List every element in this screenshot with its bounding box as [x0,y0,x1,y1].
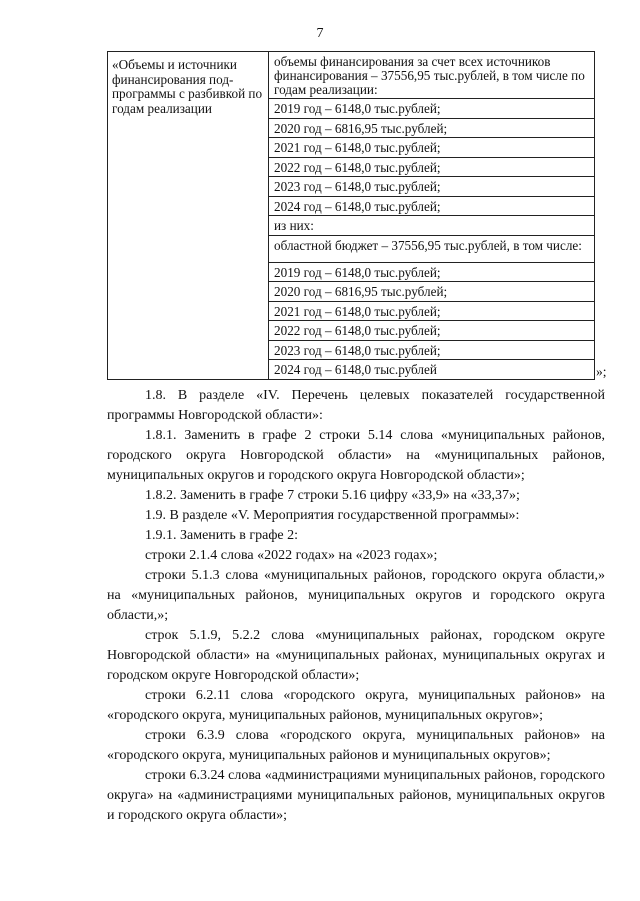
table-row: 2020 год – 6816,95 тыс.рублей; [269,119,594,139]
table-values-column [269,52,594,379]
table-row: из них: [269,216,594,236]
table-closing-quote: »; [596,364,607,379]
table-label-cell: «Объемы и источники финансирования под-программы с разбивкой по годам реализации [108,52,269,379]
table-row: 2024 год – 6148,0 тыс.рублей [274,362,437,378]
table-row: 2024 год – 6148,0 тыс.рублей; [269,197,594,217]
table-row: 2019 год – 6148,0 тыс.рублей; [269,263,594,283]
page-number: 7 [316,26,324,41]
table-row: областной бюджет – 37556,95 тыс.рублей, в том числе: [269,236,594,263]
paragraph-row-2-1-4: строки 2.1.4 слова «2022 годах» на «2023 годах»; [145,548,438,563]
amendments-body [107,386,605,826]
paragraph-1-8-1: 1.8.1. Заменить в графе 2 строки 5.14 слова «муниципальных районов, городского округа Новгородской области» на «муниципальных районов, муниципальных округов и городского округа Новгородской области»; [107,428,605,483]
table-row: 2021 год – 6148,0 тыс.рублей; [269,302,594,322]
table-row: 2022 год – 6148,0 тыс.рублей; [269,158,594,178]
paragraph-row-6-3-24: строки 6.3.24 слова «администрациями муниципальных районов, городского округа» на «администрациями муниципальных районов, муниципальных округов и городского округа области»; [107,768,605,823]
financing-table [107,51,595,380]
table-row: 2021 год – 6148,0 тыс.рублей; [269,138,594,158]
paragraph-rows-5-1-9: строк 5.1.9, 5.2.2 слова «муниципальных районах, городском округе Новгородской области» на «муниципальных районах, муниципальных округах и городском округе Новгородской области»; [107,628,605,683]
paragraph-row-6-3-9: строки 6.3.9 слова «городского округа, муниципальных районов» на «городского округа, муниципальных районов и муниципальных округов»; [107,728,605,763]
table-row: 2023 год – 6148,0 тыс.рублей; [269,341,594,361]
paragraph-1-9: 1.9. В разделе «V. Мероприятия государственной программы»: [145,508,520,523]
paragraph-1-8: 1.8. В разделе «IV. Перечень целевых показателей государственной программы Новгородской области»: [107,388,605,423]
paragraph-row-6-2-11: строки 6.2.11 слова «городского округа, муниципальных районов» на «городского округа, муниципальных районов, муниципальных округов»; [107,688,605,723]
table-row: 2020 год – 6816,95 тыс.рублей; [269,282,594,302]
paragraph-row-5-1-3: строки 5.1.3 слова «муниципальных районов, городского округа области,» на «муниципальных районов, муниципальных округов и городского округа области,»; [107,568,605,623]
table-row: 2023 год – 6148,0 тыс.рублей; [269,177,594,197]
table-row: объемы финансирования за счет всех источников финансирования – 37556,95 тыс.рублей, в том числе по годам реализации: [269,52,594,99]
paragraph-1-8-2: 1.8.2. Заменить в графе 7 строки 5.16 цифру «33,9» на «33,37»; [145,488,520,503]
paragraph-1-9-1: 1.9.1. Заменить в графе 2: [145,528,299,543]
table-row: 2022 год – 6148,0 тыс.рублей; [269,321,594,341]
table-row: 2019 год – 6148,0 тыс.рублей; [269,99,594,119]
